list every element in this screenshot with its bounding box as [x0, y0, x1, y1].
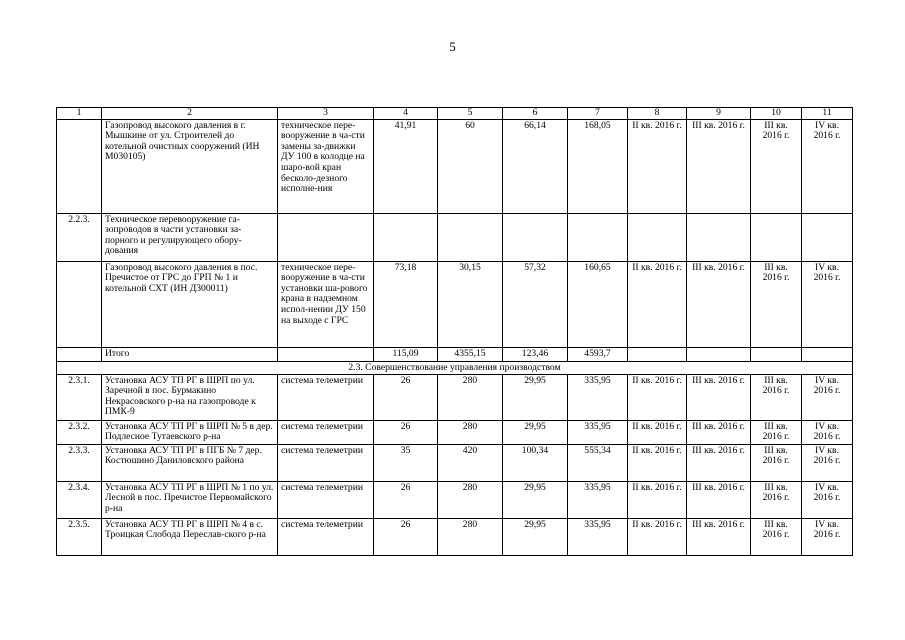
value-col6	[503, 213, 568, 261]
period-col8: II кв. 2016 г.	[628, 444, 687, 481]
period-col9: III кв. 2016 г.	[687, 481, 751, 518]
column-number: 4	[374, 108, 438, 120]
total-label: Итого	[102, 347, 278, 361]
value-col5: 280	[438, 374, 503, 420]
object-name: Установка АСУ ТП РГ в ШРП № 1 по ул. Лесной в пос. Пречистое Первомайского р-на	[102, 481, 278, 518]
work-type: система телеметрии	[278, 444, 374, 481]
row-index	[57, 119, 102, 213]
table-row	[57, 374, 853, 420]
value-col4: 115,09	[374, 347, 438, 361]
section-title: 2.3. Совершенствование управления производством	[57, 361, 853, 374]
column-number: 1	[57, 108, 102, 120]
value-col6: 29,95	[503, 420, 568, 444]
period-col8: II кв. 2016 г.	[628, 119, 687, 213]
period-col9	[687, 213, 751, 261]
period-col10	[751, 213, 802, 261]
period-col8: II кв. 2016 г.	[628, 261, 687, 347]
value-col5: 280	[438, 518, 503, 555]
period-col8: II кв. 2016 г.	[628, 518, 687, 555]
column-number: 3	[278, 108, 374, 120]
period-col11: IV кв. 2016 г.	[802, 374, 853, 420]
period-col11: IV кв. 2016 г.	[802, 261, 853, 347]
value-total: 335,95	[568, 374, 628, 420]
value-total: 555,34	[568, 444, 628, 481]
value-col4	[374, 213, 438, 261]
value-col5: 280	[438, 481, 503, 518]
period-col9: III кв. 2016 г.	[687, 420, 751, 444]
row-index: 2.3.3.	[57, 444, 102, 481]
object-name: Газопровод высокого давления в г. Мышкине от ул. Строителей до котельной очистных сооружений (ИН М030105)	[102, 119, 278, 213]
column-numbers-row	[57, 108, 853, 120]
value-total	[568, 213, 628, 261]
value-col5: 60	[438, 119, 503, 213]
row-index: 2.3.2.	[57, 420, 102, 444]
work-type	[278, 347, 374, 361]
value-total: 160,65	[568, 261, 628, 347]
period-col10: III кв. 2016 г.	[751, 374, 802, 420]
table-row	[57, 444, 853, 481]
value-col4: 35	[374, 444, 438, 481]
row-index: 2.2.3.	[57, 213, 102, 261]
table-row	[57, 213, 853, 261]
object-name: Установка АСУ ТП РГ в ПГБ № 7 дер. Костюшино Даниловского района	[102, 444, 278, 481]
value-col4: 26	[374, 481, 438, 518]
object-name: Установка АСУ ТП РГ в ШРП по ул. Заречной в пос. Бурмакино Некрасовского р-на на газопроводе к ПМК-9	[102, 374, 278, 420]
period-col11: IV кв. 2016 г.	[802, 119, 853, 213]
value-total: 335,95	[568, 518, 628, 555]
period-col8: II кв. 2016 г.	[628, 481, 687, 518]
value-col6: 29,95	[503, 374, 568, 420]
period-col11: IV кв. 2016 г.	[802, 518, 853, 555]
period-col9: III кв. 2016 г.	[687, 444, 751, 481]
work-type: система телеметрии	[278, 481, 374, 518]
value-col6: 100,34	[503, 444, 568, 481]
row-index: 2.3.1.	[57, 374, 102, 420]
object-name: Установка АСУ ТП РГ в ШРП № 5 в дер. Подлесное Тутаевского р-на	[102, 420, 278, 444]
period-col9: III кв. 2016 г.	[687, 518, 751, 555]
column-number: 10	[751, 108, 802, 120]
column-number: 7	[568, 108, 628, 120]
value-total: 335,95	[568, 481, 628, 518]
column-number: 8	[628, 108, 687, 120]
row-index: 2.3.4.	[57, 481, 102, 518]
column-number: 2	[102, 108, 278, 120]
value-col5: 280	[438, 420, 503, 444]
value-total: 4593,7	[568, 347, 628, 361]
value-col5	[438, 213, 503, 261]
period-col10: III кв. 2016 г.	[751, 444, 802, 481]
period-col11: IV кв. 2016 г.	[802, 444, 853, 481]
value-col4: 73,18	[374, 261, 438, 347]
period-col9: III кв. 2016 г.	[687, 261, 751, 347]
work-type: техническое пере-вооружение в ча-сти замены за-движки ДУ 100 в колодце на шаро-вой кран бесколо-дезного исполне-ния	[278, 119, 374, 213]
period-col8	[628, 347, 687, 361]
value-total: 168,05	[568, 119, 628, 213]
work-type: система телеметрии	[278, 518, 374, 555]
period-col8	[628, 213, 687, 261]
object-name: Газопровод высокого давления в пос. Пречистое от ГРС до ГРП № 1 и котельной СХТ (ИН Д300011)	[102, 261, 278, 347]
period-col10: III кв. 2016 г.	[751, 518, 802, 555]
period-col11	[802, 347, 853, 361]
total-row	[57, 347, 853, 361]
table-row	[57, 261, 853, 347]
value-col6: 29,95	[503, 481, 568, 518]
period-col8: II кв. 2016 г.	[628, 420, 687, 444]
row-index: 2.3.5.	[57, 518, 102, 555]
row-index	[57, 347, 102, 361]
table-row	[57, 481, 853, 518]
period-col10: III кв. 2016 г.	[751, 420, 802, 444]
value-col6: 57,32	[503, 261, 568, 347]
period-col10: III кв. 2016 г.	[751, 119, 802, 213]
period-col11: IV кв. 2016 г.	[802, 420, 853, 444]
work-type: система телеметрии	[278, 374, 374, 420]
work-type: техническое пере-вооружение в ча-сти установки ша-рового крана в надземном испол-нении ДУ 150 на выходе с ГРС	[278, 261, 374, 347]
object-name: Установка АСУ ТП РГ в ШРП № 4 в с. Троицкая Слобода Переслав-ского р-на	[102, 518, 278, 555]
table-row	[57, 420, 853, 444]
work-type: система телеметрии	[278, 420, 374, 444]
period-col10	[751, 347, 802, 361]
value-col5: 30,15	[438, 261, 503, 347]
value-col6: 123,46	[503, 347, 568, 361]
value-col4: 41,91	[374, 119, 438, 213]
investment-program-table	[56, 107, 853, 556]
column-number: 9	[687, 108, 751, 120]
value-col4: 26	[374, 420, 438, 444]
value-col5: 420	[438, 444, 503, 481]
column-number: 11	[802, 108, 853, 120]
value-col4: 26	[374, 374, 438, 420]
period-col9: III кв. 2016 г.	[687, 119, 751, 213]
value-col6: 66,14	[503, 119, 568, 213]
section-row	[57, 361, 853, 374]
column-number: 5	[438, 108, 503, 120]
period-col9: III кв. 2016 г.	[687, 374, 751, 420]
value-col5: 4355,15	[438, 347, 503, 361]
page-number: 5	[449, 39, 456, 54]
period-col11: IV кв. 2016 г.	[802, 481, 853, 518]
value-total: 335,95	[568, 420, 628, 444]
value-col6: 29,95	[503, 518, 568, 555]
value-col4: 26	[374, 518, 438, 555]
period-col10: III кв. 2016 г.	[751, 481, 802, 518]
work-type	[278, 213, 374, 261]
table-row	[57, 518, 853, 555]
column-number: 6	[503, 108, 568, 120]
table-row	[57, 119, 853, 213]
period-col9	[687, 347, 751, 361]
period-col11	[802, 213, 853, 261]
period-col8: II кв. 2016 г.	[628, 374, 687, 420]
row-index	[57, 261, 102, 347]
object-name: Техническое перевооружение га-зопроводов в части установки за-порного и регулирующего обору-дования	[102, 213, 278, 261]
period-col10: III кв. 2016 г.	[751, 261, 802, 347]
